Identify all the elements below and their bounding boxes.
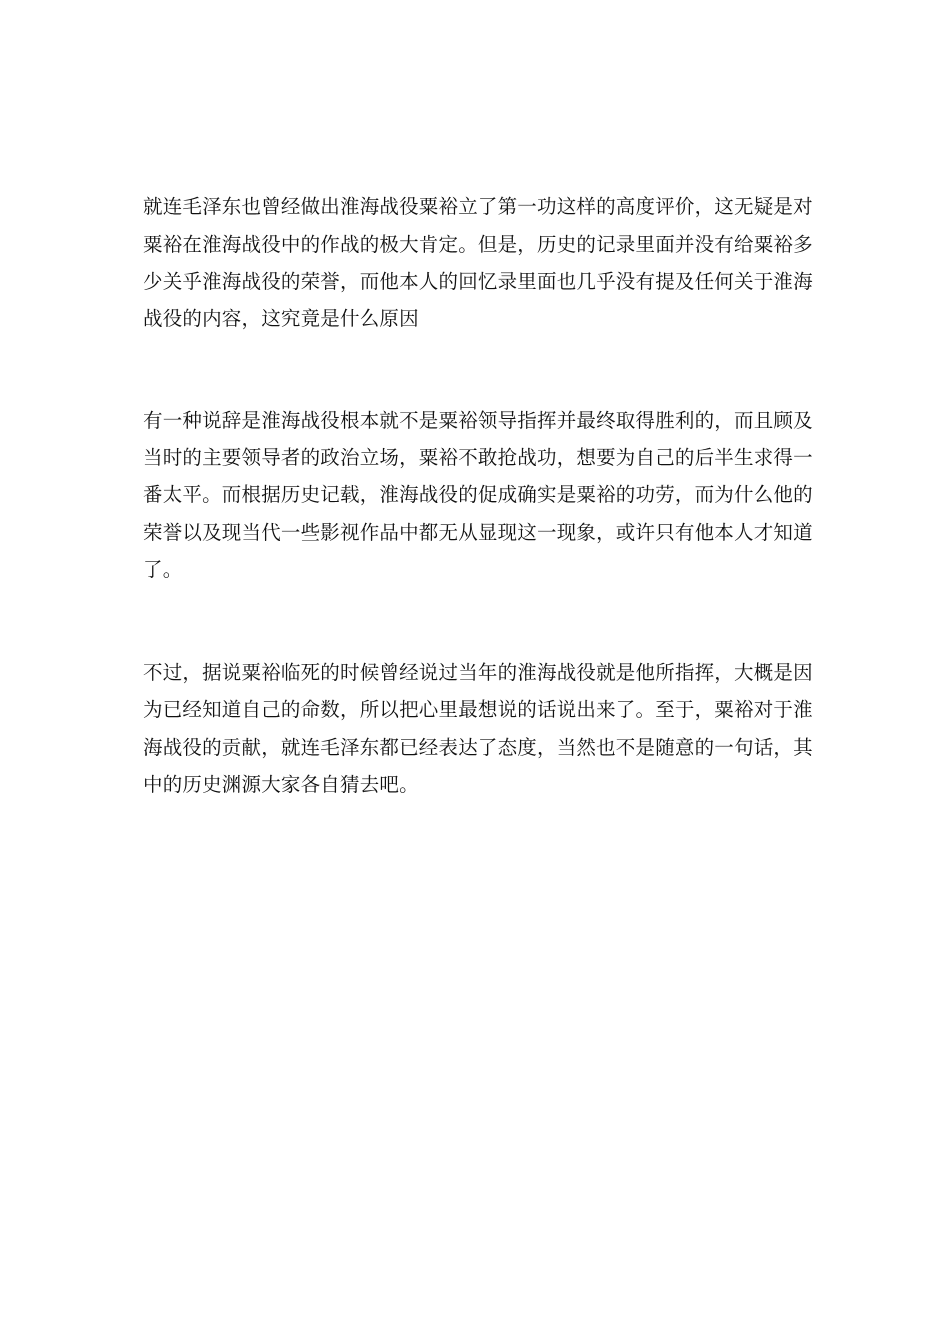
paragraph-line: 番太平。而根据历史记载，淮海战役的促成确实是粟裕的功劳，而为什么他的 (143, 483, 813, 506)
paragraph-line: 中的历史渊源大家各自猜去吧。 (143, 773, 419, 796)
paragraph-line: 荣誉以及现当代一些影视作品中都无从显现这一现象，或许只有他本人才知道 (143, 521, 813, 544)
paragraph-line: 战役的内容，这究竟是什么原因 (143, 307, 419, 330)
paragraph-line: 为已经知道自己的命数，所以把心里最想说的话说出来了。至于，粟裕对于淮 (143, 698, 813, 721)
paragraph-line: 有一种说辞是淮海战役根本就不是粟裕领导指挥并最终取得胜利的，而且顾及 (143, 409, 813, 432)
paragraph-line: 当时的主要领导者的政治立场，粟裕不敢抢战功，想要为自己的后半生求得一 (143, 446, 813, 469)
paragraph-line: 就连毛泽东也曾经做出淮海战役粟裕立了第一功这样的高度评价，这无疑是对 (143, 195, 813, 218)
paragraph-line: 少关乎淮海战役的荣誉，而他本人的回忆录里面也几乎没有提及任何关于淮海 (143, 270, 813, 293)
paragraph-line: 海战役的贡献，就连毛泽东都已经表达了态度，当然也不是随意的一句话，其 (143, 736, 813, 759)
paragraph-line: 粟裕在淮海战役中的作战的极大肯定。但是，历史的记录里面并没有给粟裕多 (143, 233, 813, 256)
paragraph-line: 了。 (143, 558, 183, 581)
paragraph-line: 不过，据说粟裕临死的时候曾经说过当年的淮海战役就是他所指挥，大概是因 (143, 661, 813, 684)
